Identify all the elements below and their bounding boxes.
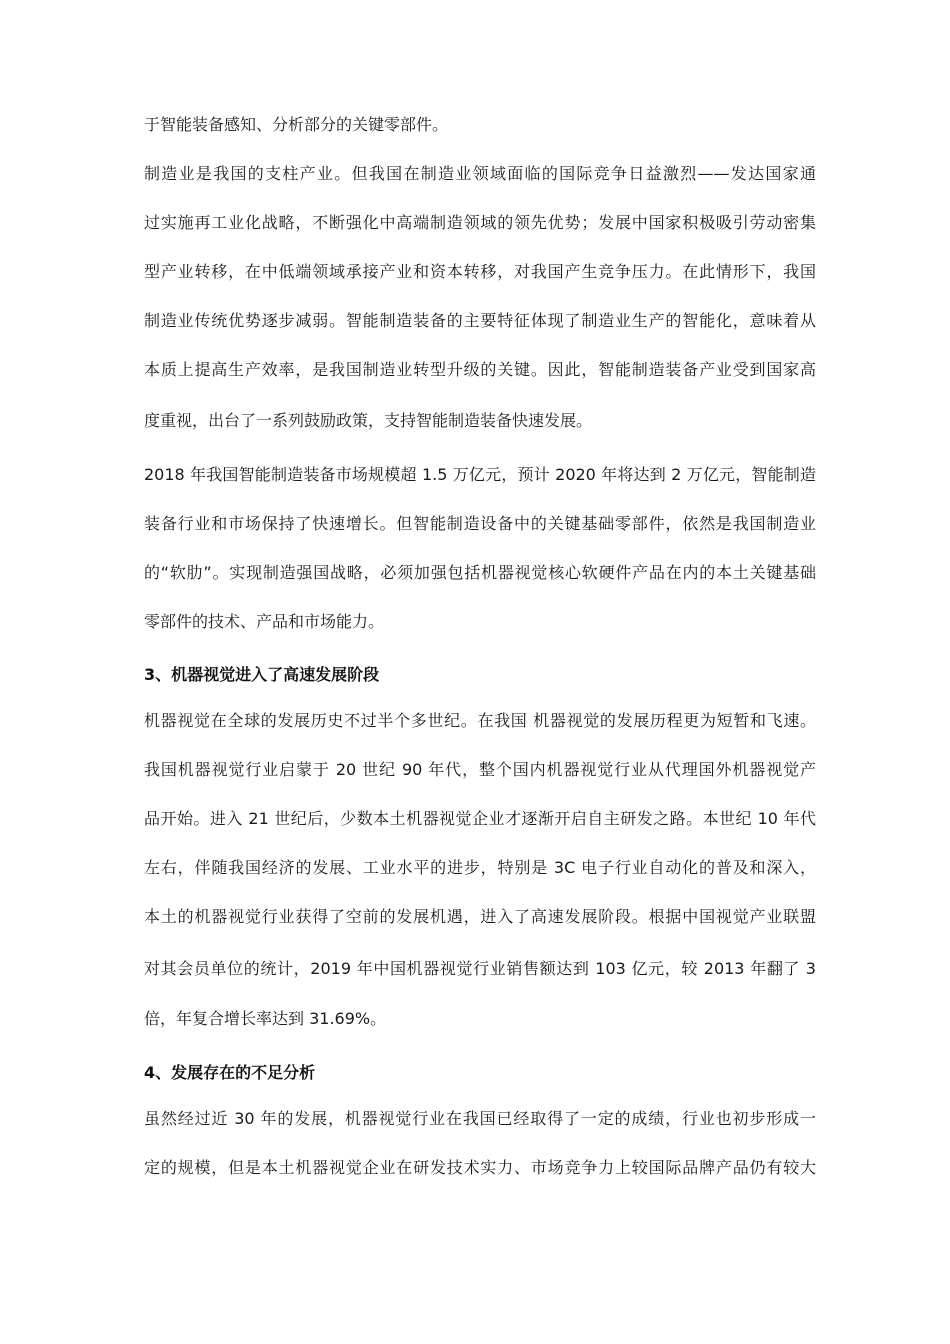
- paragraph-line: 定的规模，但是本土机器视觉企业在研发技术实力、市场竞争力上较国际品牌产品仍有较大: [144, 1158, 816, 1177]
- paragraph-line: 倍，年复合增长率达到 31.69%。: [144, 1009, 387, 1028]
- paragraph-line: 我国机器视觉行业启蒙于 20 世纪 90 年代，整个国内机器视觉行业从代理国外机器视觉产: [144, 760, 816, 779]
- paragraph-line: 过实施再工业化战略，不断强化中高端制造领域的领先优势；发展中国家积极吸引劳动密集: [144, 213, 816, 232]
- paragraph-line: 机器视觉在全球的发展历史不过半个多世纪。在我国 机器视觉的发展历程更为短暂和飞速。: [144, 711, 816, 730]
- paragraph-line: 制造业传统优势逐步减弱。智能制造装备的主要特征体现了制造业生产的智能化，意味着从: [144, 311, 816, 330]
- paragraph-line: 本土的机器视觉行业获得了空前的发展机遇，进入了高速发展阶段。根据中国视觉产业联盟: [144, 907, 816, 926]
- paragraph-line: 度重视，出台了一系列鼓励政策，支持智能制造装备快速发展。: [144, 411, 593, 430]
- paragraph-line: 本质上提高生产效率，是我国制造业转型升级的关键。因此，智能制造装备产业受到国家高: [144, 360, 816, 379]
- paragraph-line: 装备行业和市场保持了快速增长。但智能制造设备中的关键基础零部件，依然是我国制造业: [144, 514, 816, 533]
- section-heading: 3、机器视觉进入了高速发展阶段: [144, 665, 380, 684]
- paragraph-line: 型产业转移，在中低端领域承接产业和资本转移，对我国产生竞争压力。在此情形下，我国: [144, 262, 816, 281]
- paragraph-line: 品开始。进入 21 世纪后，少数本土机器视觉企业才逐渐开启自主研发之路。本世纪 10 年代: [144, 809, 816, 828]
- section-heading: 4、发展存在的不足分析: [144, 1063, 316, 1082]
- paragraph-line: 2018 年我国智能制造装备市场规模超 1.5 万亿元，预计 2020 年将达到 2 万亿元，智能制造: [144, 465, 816, 484]
- paragraph-line: 的“软肋”。实现制造强国战略，必须加强包括机器视觉核心软硬件产品在内的本土关键基础: [144, 563, 816, 582]
- paragraph-line: 于智能装备感知、分析部分的关键零部件。: [144, 115, 449, 134]
- paragraph-line: 制造业是我国的支柱产业。但我国在制造业领域面临的国际竞争日益激烈——发达国家通: [144, 164, 816, 183]
- paragraph-line: 对其会员单位的统计，2019 年中国机器视觉行业销售额达到 103 亿元，较 2013 年翻了 3: [144, 959, 816, 978]
- paragraph-line: 虽然经过近 30 年的发展，机器视觉行业在我国已经取得了一定的成绩，行业也初步形成一: [144, 1109, 816, 1128]
- paragraph-line: 左右，伴随我国经济的发展、工业水平的进步，特别是 3C 电子行业自动化的普及和深入，: [144, 858, 816, 877]
- paragraph-line: 零部件的技术、产品和市场能力。: [144, 612, 385, 631]
